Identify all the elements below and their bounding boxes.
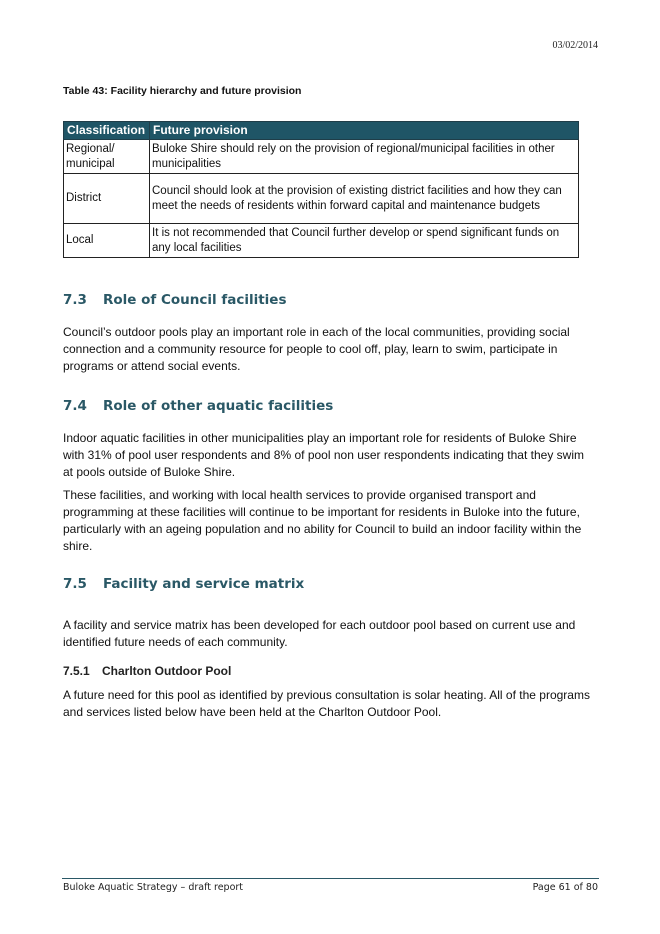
cell-provision: Buloke Shire should rely on the provision of regional/municipal facilities in other municipalities — [150, 140, 579, 174]
paragraph: These facilities, and working with local health services to provide organised transport and programming at these facilities will continue to be important for residents in Buloke into the future, particularly with an ageing population and no ability for Council to build an indoor facility within the shire. — [63, 488, 582, 553]
cell-classification: District — [64, 174, 150, 224]
paragraph: A future need for this pool as identified by previous consultation is solar heating. All of the programs and services listed below have been held at the Charlton Outdoor Pool. — [63, 688, 590, 719]
section-title: Facility and service matrix — [103, 576, 305, 592]
paragraph: Council’s outdoor pools play an important role in each of the local communities, providing social connection and a community resource for people to cool off, play, learn to swim, participate in programs or attend social events. — [63, 325, 570, 373]
column-header-classification: Classification — [64, 122, 150, 140]
section-number: 7.5 — [63, 576, 87, 592]
table-caption: Table 43: Facility hierarchy and future provision — [63, 85, 302, 97]
column-header-future-provision: Future provision — [150, 122, 579, 140]
footer-document-title: Buloke Aquatic Strategy – draft report — [63, 882, 244, 893]
section-number: 7.3 — [63, 292, 87, 308]
section-heading-7-4 — [63, 398, 333, 414]
section-number: 7.4 — [63, 398, 87, 414]
header-date: 03/02/2014 — [552, 40, 598, 51]
subsection-heading-7-5-1 — [63, 664, 231, 678]
table-row — [64, 224, 579, 258]
footer-page-number: Page 61 of 80 — [532, 882, 598, 893]
cell-classification: Regional/ municipal — [64, 140, 150, 174]
section-heading-7-5 — [63, 576, 304, 592]
paragraph: A facility and service matrix has been developed for each outdoor pool based on current use and identified future needs of each community. — [63, 618, 576, 649]
cell-provision: Council should look at the provision of existing district facilities and how they can meet the needs of residents within forward capital and maintenance budgets — [150, 174, 579, 224]
section-title: Role of Council facilities — [103, 292, 287, 308]
subsection-number: 7.5.1 — [63, 664, 90, 678]
section-title: Role of other aquatic facilities — [103, 398, 334, 414]
paragraph: Indoor aquatic facilities in other municipalities play an important role for residents of Buloke Shire with 31% of pool user respondents and 8% of pool non user respondents indicating that they swim at pools outside of Buloke Shire. — [63, 431, 584, 479]
cell-provision: It is not recommended that Council further develop or spend significant funds on any local facilities — [150, 224, 579, 258]
table-row — [64, 174, 579, 224]
table-row — [64, 140, 579, 174]
cell-classification: Local — [64, 224, 150, 258]
table-header-row — [64, 122, 579, 140]
footer-divider — [62, 878, 599, 879]
subsection-title: Charlton Outdoor Pool — [102, 664, 232, 678]
facility-hierarchy-table — [63, 121, 579, 258]
section-heading-7-3 — [63, 292, 287, 308]
